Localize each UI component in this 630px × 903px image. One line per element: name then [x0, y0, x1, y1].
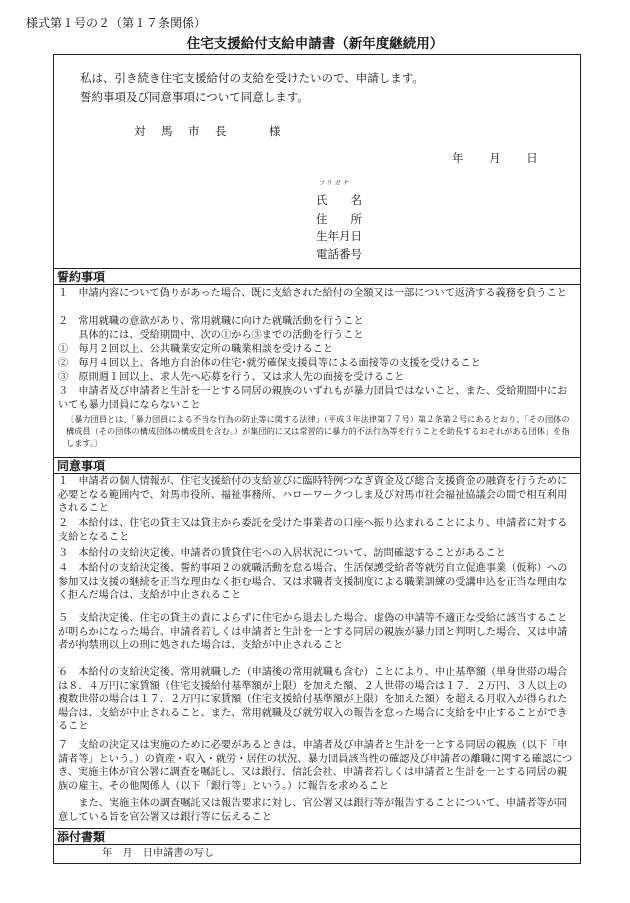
consent-item-1: １ 申請者の個人情報が、住宅支援給付の支給並びに臨時特例つなぎ資金及び総合支援資金の融資を行うために必要となる範囲内で、対馬市役所、福祉事務所、ハローワークつしま及び対馬市社会福祉協議会の間で相互利用されること	[58, 476, 568, 514]
consent-item-3: ３ 本給付の支給決定後、申請者の賃貸住宅への入居状況について、訪問確認することがあること	[58, 548, 506, 559]
date-field: 年 月 日	[452, 151, 538, 165]
pledge-activity-1: ① 毎月２回以上、公共職業安定所の職業相談を受けること	[58, 344, 334, 355]
pledge-activity-3: ③ 原則週１回以上、求人先へ応募を行う、又は求人先の面接を受けること	[58, 372, 405, 383]
consent-item-6: ６ 本給付の支給決定後、常用就職した（申請後の常用就職も含む）ことにより、中止基準額（単身世帯の場合は８．４万円に家賃額（住宅支援給付基準額が上限）を加えた額、２人世帯の場合は１７．２万円、３人以上の複数世帯の場合は１７．２万円に家賃額（住宅支援給付基準額が上限）を加えた額）を超える月収入が得られた場合は、支給が中止されること、また、常用就職及び就労収入の報告を怠った場合に支給を中止することができること	[58, 667, 568, 732]
consent-item-7-addendum: また、実施主体の調査嘱託又は報告要求に対し、官公署又は銀行等が報告することについて、申請者等が同意している旨を官公署又は銀行等に伝えること	[58, 798, 567, 823]
pledge-header: 誓約事項	[53, 268, 581, 285]
pledge-item-2: ２ 常用就職の意欲があり、常用就職に向けた就職活動を行うこと	[58, 316, 364, 327]
pledge-activity-2: ② 毎月４回以上、各地方自治体の住宅･就労確保支援員等による面接等の支援を受けること	[58, 358, 481, 369]
consent-item-5: ５ 支給決定後、住宅の貸主の責によらずに住宅から退去した場合、虚偽の申請等不適正な受給に該当することが明らかになった場合、申請者若しくは申請者と生計を一とする同居の親族が暴力団と判明した場合、又は申請者が拘禁刑以上の刑に処された場合は、支給が中止されること	[58, 613, 568, 651]
attachments-header: 添付書類	[53, 828, 581, 845]
page-title: 住宅支援給付支給申請書（新年度継続用）	[186, 36, 444, 52]
pledge-item-2-detail: 具体的には、受給期間中、次の①から③までの活動を行うこと	[58, 330, 364, 341]
pledge-item-1: １ 申請内容について偽りがあった場合、既に支給された給付の全額又は一部について返済する義務を負うこと	[58, 288, 567, 299]
application-statement: 私は、引き続き住宅支援給付の支給を受けたいので、申請します。	[80, 71, 424, 85]
consent-item-2: ２ 本給付は、住宅の貸主又は貸主から委託を受けた事業者の口座へ振り込まれることにより、申請者に対する支給となること	[58, 518, 568, 543]
pledge-note: 〔暴力団員とは、「暴力団員による不当な行為の防止等に関する法律」（平成３年法律第７７号）第２条第２号にあるとおり、「その団体の構成員（その団体の構成団体の構成員を含む。）が集団的に又は常習的に暴力的不法行為等を行うことを助長するおそれがある団体」を指します。〕	[66, 414, 570, 449]
consent-item-4: ４ 本給付の支給決定後、誓約事項２の就職活動を怠る場合、生活保護受給者等就労自立促進事業（仮称）への参加又は支援の継続を正当な理由なく拒む場合、又は求職者支援制度による職業訓練の受講申込を正当な理由なく拒んだ場合は、支給が中止されること	[58, 563, 568, 601]
attachment-item: 年 月 日申請書の写し	[102, 848, 215, 859]
name-field-label: 氏 名	[316, 193, 362, 207]
pledge-item-3: ３ 申請者及び申請者と生計を一とする同居の親族のいずれもが暴力団員ではないこと、また、受給期間中においても暴力団員にならないこと	[58, 386, 568, 411]
form-code: 様式第１号の２（第１７条関係）	[26, 16, 207, 30]
consent-statement: 誓約事項及び同意事項について同意します。	[80, 90, 309, 104]
address-field-label: 住 所	[316, 212, 362, 226]
furigana-label: フリガナ	[319, 180, 351, 187]
consent-header: 同意事項	[53, 457, 581, 474]
birthdate-field-label: 生年月日	[316, 229, 362, 243]
phone-field-label: 電話番号	[316, 247, 362, 261]
consent-item-7: ７ 支給の決定又は実施のために必要があるときは、申請者及び申請者と生計を一とする同居の親族（以下「申請者等」という。）の資産・収入・就労・居住の状況、暴力団員該当性の確認及び申請者の離職に関する確認につき、実施主体が官公署に調査を嘱託し、又は銀行、信託会社、申請者若しくは申請者と生計を一とする同居の親族の雇主、その他関係人（以下「銀行等」という。）に報告を求めること	[58, 740, 573, 792]
addressee: 対 馬 市 長 様	[134, 124, 283, 138]
